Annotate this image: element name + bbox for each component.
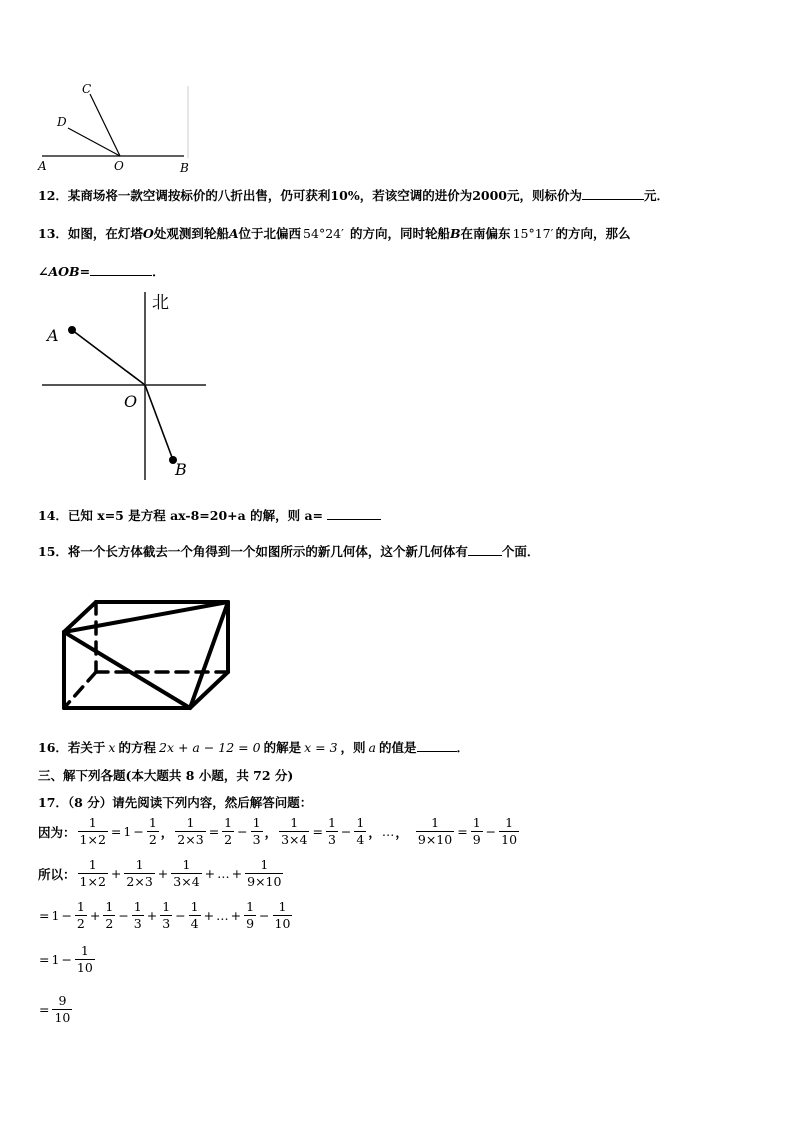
question-number: 15． — [38, 544, 68, 559]
point-a: A — [228, 226, 239, 241]
question-16 — [38, 738, 469, 756]
answer-blank[interactable] — [90, 263, 152, 276]
question-text: 的值是 — [379, 740, 417, 755]
minus-sign: − — [340, 824, 352, 839]
minus-sign: − — [175, 908, 186, 923]
plus-sign: + — [157, 866, 169, 881]
fraction: $\frac{1}{9\times 10}$ — [417, 815, 453, 847]
question-text: ． — [456, 740, 470, 755]
comma: ， — [395, 824, 408, 840]
variable-x: x — [108, 740, 116, 755]
question-text: 的解是 — [263, 740, 302, 755]
fraction: $\frac{1}{10}$ — [76, 943, 93, 975]
minus-sign: − — [485, 824, 497, 839]
fraction: $\frac{1}{9\times 10}$ — [247, 857, 282, 889]
equation: 2x + a − 12 = 0 — [159, 740, 261, 755]
answer-blank[interactable] — [417, 739, 457, 752]
fraction: $\frac{1}{3}$ — [252, 815, 261, 847]
question-13 — [38, 224, 630, 242]
question-text: ，若该空调的进价为 — [359, 188, 473, 203]
minus-sign: − — [61, 952, 72, 967]
equals-sign: = — [312, 824, 323, 839]
fraction: $\frac{1}{3}$ — [327, 815, 336, 847]
fraction: $\frac{1}{2}$ — [105, 899, 114, 931]
question-text: 元． — [644, 188, 670, 203]
simplify-line — [38, 944, 97, 975]
question-text: 某商场将一款空调按标价的八折出售，仍可获利 — [67, 188, 331, 203]
plus-sign: + — [89, 908, 101, 923]
point-b-label: B — [175, 460, 187, 479]
solution: x = 3 — [304, 740, 338, 755]
minus-sign: − — [133, 824, 144, 839]
point-b-label: B — [180, 161, 189, 175]
plus-sign: + — [203, 908, 215, 923]
answer-blank[interactable] — [582, 187, 644, 200]
equals-sign: = — [39, 908, 50, 923]
question-14 — [38, 506, 381, 524]
question-text: 如图，在灯塔 — [67, 226, 143, 241]
fraction: $\frac{1}{3}$ — [133, 899, 142, 931]
question-text: ． — [152, 264, 165, 279]
minus-sign: − — [118, 908, 129, 923]
fraction: $\frac{1}{10}$ — [274, 899, 291, 931]
fraction: $\frac{1}{2}$ — [224, 815, 233, 847]
point-a-label: A — [47, 326, 59, 345]
angle-figure — [34, 80, 194, 176]
question-15 — [38, 542, 539, 560]
fraction: $\frac{1}{10}$ — [501, 815, 518, 847]
angle-value: 15°17′ — [512, 226, 554, 241]
ellipsis: … — [216, 908, 229, 923]
minus-sign: − — [237, 824, 248, 839]
fraction: $\frac{1}{1\times 2}$ — [79, 815, 106, 847]
lighthouse-figure — [40, 288, 210, 483]
because-label: 因为： — [38, 824, 76, 840]
question-text: 元，则标价为 — [507, 188, 583, 203]
question-text: 处观测到轮船 — [153, 226, 229, 241]
plus-sign: + — [204, 866, 216, 881]
minus-sign: − — [61, 908, 72, 923]
angle-value: 54°24′ — [303, 226, 344, 241]
fraction: $\frac{1}{3\times 4}$ — [173, 857, 200, 889]
section-heading: 三、解下列各题(本大题共 8 小题，共 72 分) — [38, 768, 294, 783]
fraction: $\frac{1}{2\times 3}$ — [126, 857, 153, 889]
number: 1 — [123, 824, 132, 839]
angle-expression: ∠AOB= — [38, 264, 91, 279]
minus-sign: − — [259, 908, 270, 923]
fraction: $\frac{1}{2}$ — [148, 815, 157, 847]
question-12 — [38, 186, 669, 204]
equals-sign: = — [110, 824, 122, 839]
question-text: 已知 x=5 是方程 ax-8=20+a 的解，则 a= — [67, 508, 324, 523]
result-fraction: $\frac{9}{10}$ — [54, 993, 71, 1025]
question-number: 13． — [38, 226, 68, 241]
fraction: $\frac{1}{2\times 3}$ — [177, 815, 204, 847]
fraction: $\frac{1}{4}$ — [356, 815, 365, 847]
plus-sign: + — [230, 908, 242, 923]
fraction: $\frac{1}{3\times 4}$ — [281, 815, 308, 847]
fraction: $\frac{1}{1\times 2}$ — [79, 857, 106, 889]
equals-sign: = — [39, 1002, 50, 1017]
question-number: 14． — [38, 508, 68, 523]
question-number: 12． — [38, 188, 68, 203]
question-text: 的方程 — [118, 740, 156, 755]
comma: ， — [368, 824, 381, 840]
question-text: 将一个长方体截去一个角得到一个如图所示的新几何体，这个新几何体有 — [67, 544, 468, 559]
fraction: $\frac{1}{4}$ — [190, 899, 199, 931]
point-o-label: O — [114, 159, 124, 173]
question-text: 在南偏东 — [460, 226, 511, 241]
question-text: 位于北偏西 — [238, 226, 302, 241]
number: 1 — [51, 908, 60, 923]
comma: ， — [264, 824, 278, 840]
question-number: 16． — [38, 740, 68, 755]
so-line — [38, 858, 285, 889]
equals-sign: = — [208, 824, 220, 839]
price-value: 2000 — [472, 188, 508, 203]
answer-blank[interactable] — [327, 507, 381, 520]
result-line — [38, 994, 74, 1025]
question-13-line2 — [38, 262, 165, 280]
point-c-label: C — [82, 82, 92, 96]
fraction: $\frac{1}{9}$ — [472, 815, 481, 847]
percent-value: 10% — [330, 188, 360, 203]
expansion-line — [38, 900, 294, 931]
question-text: 的方向，同时轮船 — [349, 226, 450, 241]
variable-a: a — [368, 740, 376, 755]
point-a-label: A — [38, 159, 47, 173]
ellipsis: … — [381, 824, 395, 839]
question-text: ，则 — [340, 740, 366, 755]
because-line — [38, 816, 521, 847]
point-o: O — [142, 226, 154, 241]
comma: ， — [160, 824, 174, 840]
answer-blank[interactable] — [468, 543, 502, 556]
solid-figure — [56, 596, 236, 716]
so-label: 所以： — [38, 866, 76, 882]
point-d-label: D — [57, 115, 67, 129]
question-17-title: 17．（8 分）请先阅读下列内容，然后解答问题： — [38, 795, 313, 810]
plus-sign: + — [146, 908, 158, 923]
ellipsis: … — [217, 866, 230, 881]
equals-sign: = — [39, 952, 50, 967]
plus-sign: + — [231, 866, 243, 881]
question-text: 个面． — [501, 544, 540, 559]
fraction: $\frac{1}{2}$ — [76, 899, 85, 931]
fraction: $\frac{1}{9}$ — [246, 899, 255, 931]
plus-sign: + — [110, 866, 122, 881]
fraction: $\frac{1}{3}$ — [162, 899, 171, 931]
question-text: 若关于 — [67, 740, 106, 755]
number: 1 — [51, 952, 60, 967]
equals-sign: = — [457, 824, 468, 839]
north-label: 北 — [152, 293, 169, 313]
question-text: 的方向，那么 — [555, 226, 631, 241]
point-b: B — [449, 226, 461, 241]
point-o-label: O — [124, 392, 138, 411]
